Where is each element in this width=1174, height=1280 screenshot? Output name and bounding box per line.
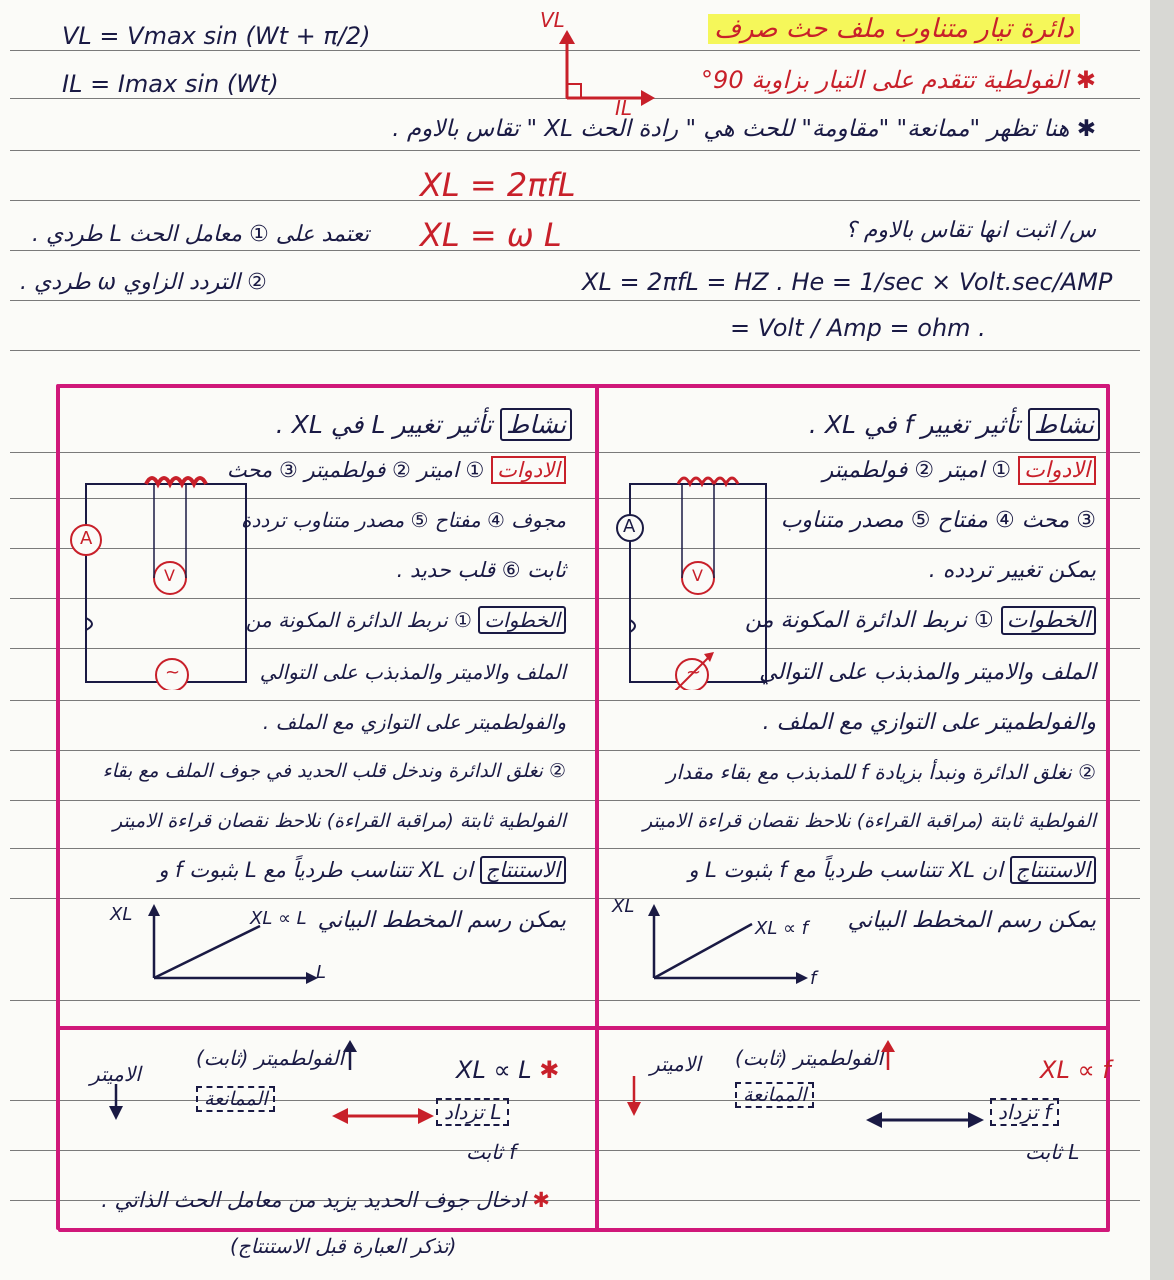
bottom-left-ammeter: الاميتر (90, 1062, 141, 1086)
rule-line (10, 300, 1140, 301)
circuit-l-diagram (70, 470, 255, 690)
activity-l-tools: الادوات ① اميتر ② فولطميتر ③ محث (227, 458, 566, 482)
rule-line (10, 1000, 1140, 1001)
circuit-l-source: ~ (165, 662, 181, 683)
bottom-left-voltmeter: الفولطميتر (ثابت) (196, 1046, 345, 1070)
activity-l-steps: الخطوات ① نربط الدائرة المكونة من (246, 608, 566, 632)
rule-line (10, 1150, 1140, 1151)
bottom-right-voltmeter: الفولطميتر (ثابت) (735, 1046, 884, 1070)
phasor-vl-label: VL (540, 8, 565, 32)
bottom-left-reminder: (تذكر العبارة قبل الاستنتاج) (230, 1234, 457, 1258)
xl-formula-omega: XL = ω L (420, 216, 562, 254)
graph-f-relation: XL ∝ f (755, 918, 808, 939)
activity-l-step-3: والفولطميتر على التوازي مع الملف . (262, 710, 566, 734)
proof-line-1: XL = 2πfL = HZ . He = 1/sec × Volt.sec/AMP (582, 268, 1113, 296)
circuit-f-voltmeter: V (692, 566, 703, 585)
phasor-diagram (555, 28, 665, 118)
proof-question: س/ اثبت انها تقاس بالاوم ؟ (845, 218, 1096, 243)
activity-f-title: نشاط تأثير تغيير f في XL . (809, 410, 1100, 439)
activity-f-conclusion: الاستنتاج ان XL تتناسب طردياً مع f بثبوت L و (688, 858, 1096, 882)
bottom-right-ammeter: الاميتر (650, 1052, 701, 1076)
bottom-right-constant: L ثابت (1025, 1140, 1080, 1164)
depends-omega: ② التردد الزاوي ω طردي . (20, 270, 267, 295)
depends-block: تعتمد على ① معامل الحث L طردي . (32, 222, 370, 247)
frame-divider (595, 384, 599, 1230)
circuit-l-voltmeter: V (164, 566, 175, 585)
rule-line (10, 800, 1140, 801)
activity-l-graph-caption: يمكن رسم المخطط البياني (317, 908, 566, 933)
frame-top (58, 384, 1110, 388)
bottom-left-note: ✱ ادخال جوف الحديد يزيد من معامل الحث الذاتي . (101, 1188, 550, 1212)
rule-line (10, 350, 1140, 351)
activity-l-tools-2: مجوف ④ مفتاح ⑤ مصدر متناوب ترددة (240, 508, 566, 532)
activity-f-step-3: والفولطميتر على التوازي مع الملف . (762, 710, 1096, 735)
section-title: دائرة تيار متناوب ملف حث صرف (708, 14, 1080, 44)
graph-f-x-label: f (810, 968, 817, 989)
activity-f-steps: الخطوات ① نربط الدائرة المكونة من (745, 608, 1096, 633)
activity-f-step-4: ② نغلق الدائرة ونبدأ بزيادة f للمذبذب مع بقاء مقدار (666, 760, 1096, 784)
activity-l-conclusion: الاستنتاج ان XL تتناسب طردياً مع L بثبوت f و (158, 858, 566, 882)
frame-left (56, 384, 60, 1230)
rule-line (10, 700, 1140, 701)
activity-f-graph-caption: يمكن رسم المخطط البياني (847, 908, 1096, 933)
equation-il: IL = Imax sin (Wt) (62, 70, 279, 98)
frame-bottom (58, 1228, 1110, 1232)
rule-line (10, 150, 1140, 151)
graph-l-y-label: XL (110, 904, 133, 925)
activity-f-tools: الادوات ① اميتر ② فولطميتر (823, 458, 1096, 483)
bottom-left-relation: XL ∝ L ✱ (456, 1056, 560, 1084)
activity-l-title: نشاط تأثير تغيير L في XL . (276, 410, 572, 439)
circuit-l-ammeter: A (80, 528, 93, 549)
note-phase-lead: ✱ الفولطية تتقدم على التيار بزاوية 90° (701, 66, 1096, 94)
frame-right (1106, 384, 1110, 1230)
circuit-f-source: ~ (686, 662, 702, 683)
activity-l-tools-3: ثابت ⑥ قلب حديد . (396, 558, 566, 582)
graph-xl-f (640, 900, 820, 990)
frame-middle (58, 1026, 1110, 1030)
activity-f-step-5: الفولطية ثابتة (مراقبة القراءة) نلاحظ نقصان قراءة الاميتر (643, 810, 1096, 832)
graph-l-x-label: L (316, 962, 327, 983)
activity-l-step-4: ② نغلق الدائرة وندخل قلب الحديد في جوف الملف مع بقاء (102, 760, 566, 782)
phasor-il-label: IL (615, 96, 633, 120)
page-edge (1150, 0, 1174, 1280)
bottom-right-arrows (610, 1040, 1010, 1130)
bottom-left-arrows (100, 1040, 440, 1130)
rule-line (10, 250, 1140, 251)
activity-l-step-5: الفولطية ثابتة (مراقبة القراءة) نلاحظ نقصان قراءة الاميتر (113, 810, 566, 832)
rule-line (10, 848, 1140, 849)
activity-f-tools-2: ③ محث ④ مفتاح ⑤ مصدر متناوب (780, 508, 1096, 533)
xl-formula-f: XL = 2πfL (420, 166, 576, 204)
rule-line (10, 898, 1140, 899)
rule-line (10, 750, 1140, 751)
bottom-left-reactance: الممانعة (196, 1086, 275, 1112)
circuit-f-ammeter: A (623, 516, 636, 537)
graph-l-relation: XL ∝ L (250, 908, 307, 929)
bottom-right-relation: XL ∝ f (1040, 1056, 1111, 1084)
bottom-right-increase: f تزداد (990, 1098, 1059, 1126)
rule-line (10, 452, 1140, 453)
bottom-right-reactance: الممانعة (735, 1082, 814, 1108)
bottom-left-constant: f ثابت (466, 1140, 517, 1164)
equation-vl: VL = Vmax sin (Wt + π/2) (62, 22, 371, 50)
note-reactance: ✱ هنا تظهر "ممانعة" "مقاومة" للحث هي " رادة الحث XL " تقاس بالاوم . (392, 116, 1096, 142)
graph-f-y-label: XL (612, 896, 635, 917)
bottom-left-increase: L تزداد (436, 1098, 509, 1126)
activity-l-step-2: الملف والاميتر والمذبذب على التوالي (259, 660, 566, 684)
activity-f-tools-3: يمكن تغيير تردده . (928, 558, 1096, 583)
activity-f-step-2: الملف والاميتر والمذبذب على التوالي (759, 660, 1096, 685)
proof-line-2: = Volt / Amp = ohm . (730, 314, 986, 342)
